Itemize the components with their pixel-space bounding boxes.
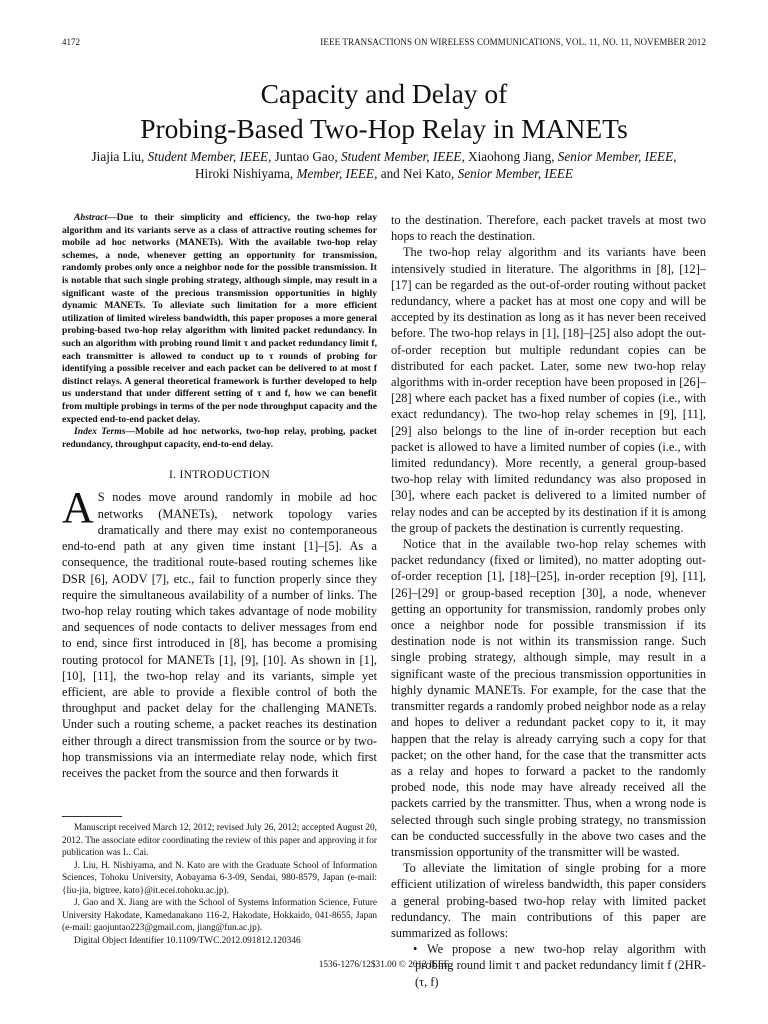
title-line-1: Capacity and Delay of [260, 78, 508, 109]
author-2-role: Student Member, IEEE, [340, 149, 465, 164]
author-1-name: Jiajia Liu, [91, 149, 145, 164]
abstract-text: —Due to their simplicity and efficiency, the two-hop relay algorithm and its variants serve as a class of attractive routing schemes for mobile ad hoc networks (MANETs). With the available two-hop relay schemes, a node, whenever getting an opportunity for transmission, randomly probes only once a neighbor node for the possible transmission. It is notable that such single probing strategy, although simple, may result in a significant waste of the precious transmission opportunities in highly dynamic MANETs. To alleviate such limitation for a more efficient utilization of limited wireless bandwidth, this paper proposes a more general probing-based two-hop relay algorithm with limited packet redundancy. In such an algorithm with probing round limit τ and packet redundancy limit f, each transmitter is allowed to conduct up to τ rounds of probing for identifying a possible receiver and each packet can be delivered to at most f distinct relays. A general theoretical framework is further developed to help us understand that under different setting of τ and f, how we can benefit from multiple probings in terms of the per node throughput capacity and the expected end-to-end packet delay. [62, 212, 377, 425]
author-5-role: Senior Member, IEEE [457, 166, 573, 181]
right-paragraph-1: The two-hop relay algorithm and its variants have been intensively studied in literature. The algorithms in [8], [12]–[17] can be regarded as the out-of-order routing without packet redundancy, where a packet has at most one copy and will be accepted by its destination as long as it has never been received before. The two-hop relays in [1], [18]–[25] also adopt the out-of-order reception but multiple redundant copies can be distributed for each packet. Later, some new two-hop relay algorithms with in-order reception have been proposed in [26]–[28] where each packet has a fixed number of copies (i.e., with exact redundancy). The two-hop relay schemes in [9], [11], [29] also belongs to the line of in-order reception but each packet is allowed to have a limited number of copies (i.e., with limited redundancy). More recently, a general group-based two-hop relay with limited redundancy was also proposed in [30], where each packet is delivered to a limited number of relay nodes and can be accepted by its destination if it is among the group of packets the destination is currently requesting. [391, 245, 706, 535]
author-list [40, 148, 728, 182]
index-terms-lead: Index Terms [74, 426, 126, 438]
abstract-lead: Abstract [74, 212, 108, 223]
right-paragraph-3: To alleviate the limitation of single probing for a more efficient utilization of wireless bandwidth, this paper considers a general probing-based two-hop relay with limited packet redundancy. The main contributions of this paper are summarized as follows: [391, 861, 706, 940]
paper-title [0, 76, 768, 146]
index-terms [62, 426, 377, 451]
intro-paragraph-1 [62, 483, 377, 781]
section-heading-introduction: I. INTRODUCTION [169, 469, 270, 482]
footnote-manuscript: Manuscript received March 12, 2012; revised July 26, 2012; accepted August 20, 2012. The associate editor coordinating the review of this paper and approving it for publication was L. Cai. [62, 823, 377, 858]
footnote-doi: Digital Object Identifier 10.1109/TWC.2012.091812.120346 [74, 935, 301, 946]
left-column [62, 212, 377, 781]
contribution-bullet-1-text: We propose a new two-hop relay algorithm with probing round limit τ and packet redundancy limit f (2HR-(τ, f) [415, 942, 706, 989]
author-3-name: Xiaohong Jiang, [468, 149, 555, 164]
author-4-role: Member, IEEE, [296, 166, 378, 181]
author-1-role: Student Member, IEEE, [147, 149, 272, 164]
title-line-2: Probing-Based Two-Hop Relay in MANETs [140, 113, 628, 144]
footnote-divider [62, 816, 122, 817]
right-column [391, 212, 706, 990]
right-paragraph-0: to the destination. Therefore, each packet travels at most two hops to reach the destination. [391, 213, 706, 244]
bullet-marker: • [413, 942, 418, 957]
copyright-line: 1536-1276/12$31.00 © 2012 IEEE [318, 960, 450, 970]
index-terms-text: —Mobile ad hoc networks, two-hop relay, probing, packet redundancy, throughput capacity, end-to-end delay. [62, 426, 377, 450]
intro-paragraph-1-text: S nodes move around randomly in mobile ad hoc networks (MANETs), network topology varies dramatically and there may exist no contemporaneous end-to-end path at any given time instant [1]–[5]. As a consequence, the traditional route-based routing schemes like DSR [6], AODV [7], etc., fail to function properly since they require the simultaneous availability of a number of links. The two-hop relay routing which takes advantage of node mobility and sequences of node contacts to deliver messages from end to end, since first introduced in [8], has become a promising routing protocol for MANETs [1], [9], [10]. As shown in [1], [10], [11], the two-hop relay and its variants, simple yet efficient, are able to provide a flexible control of both the throughput and packet delay for the challenging MANETs. Under such a routing scheme, a packet reaches its destination either through a direct transmission from the source or by two-hop transmissions via an intermediate relay node, which first receives the packet from the source and then forwards it [62, 490, 377, 780]
author-2-name: Juntao Gao, [274, 149, 338, 164]
right-paragraph-2: Notice that in the available two-hop relay schemes with packet redundancy (fixed or limited), no matter adopting out-of-order reception [1], [18]–[25], in-order reception [9], [11], [26]–[29] or group-based reception [30], a node, whenever getting an opportunity for transmission, randomly probes only once a neighbor node for possible transmission if its destination node is not within its transmission range. Such single probing strategy, although simple, may result in a significant waste of the precious transmission opportunities in highly dynamic MANETs. For example, for the case that the transmitter regards a randomly probed neighbor node as a relay and hopes to deliver a redundant packet copy to it, it may happen that the relay is already carrying such a copy for that packet; on the other hand, for the case that the transmitter acts as a relay and hopes to forward a packet to the randomly probed node, this node may have already received all the packets carried by the transmitter. Thus, when a wrong node is selected through such single probing strategy, no transmission can be conducted successfully in the above two cases and the transmission opportunity of the transmitter will be wasted. [391, 537, 706, 859]
page-number: 4172 [62, 37, 80, 47]
author-4-name: Hiroki Nishiyama, [195, 166, 294, 181]
drop-cap: A [62, 483, 94, 533]
footnote-affiliation-1: J. Liu, H. Nishiyama, and N. Kato are with the Graduate School of Information Sciences, Tohoku University, Aobayama 6-3-09, Sendai, 980-8579, Japan (e-mail: {liu-jia, bigtree, kato}@it.ecei.tohoku.ac.jp). [62, 860, 377, 896]
abstract [62, 212, 377, 426]
footnote-affiliation-2: J. Gao and X. Jiang are with the School of Systems Information Science, Future University Hakodate, Kamedanakano 116-2, Hakodate, Hokkaido, 041-8655, Japan (e-mail: gaojuntao223@gmail.com, jiang@fun.ac.jp). [62, 898, 377, 933]
author-3-role: Senior Member, IEEE, [557, 149, 677, 164]
running-head: IEEE TRANSACTIONS ON WIRELESS COMMUNICATIONS, VOL. 11, NO. 11, NOVEMBER 2012 [320, 37, 706, 47]
author-5-name: and Nei Kato, [380, 166, 455, 181]
footnotes [62, 822, 377, 947]
